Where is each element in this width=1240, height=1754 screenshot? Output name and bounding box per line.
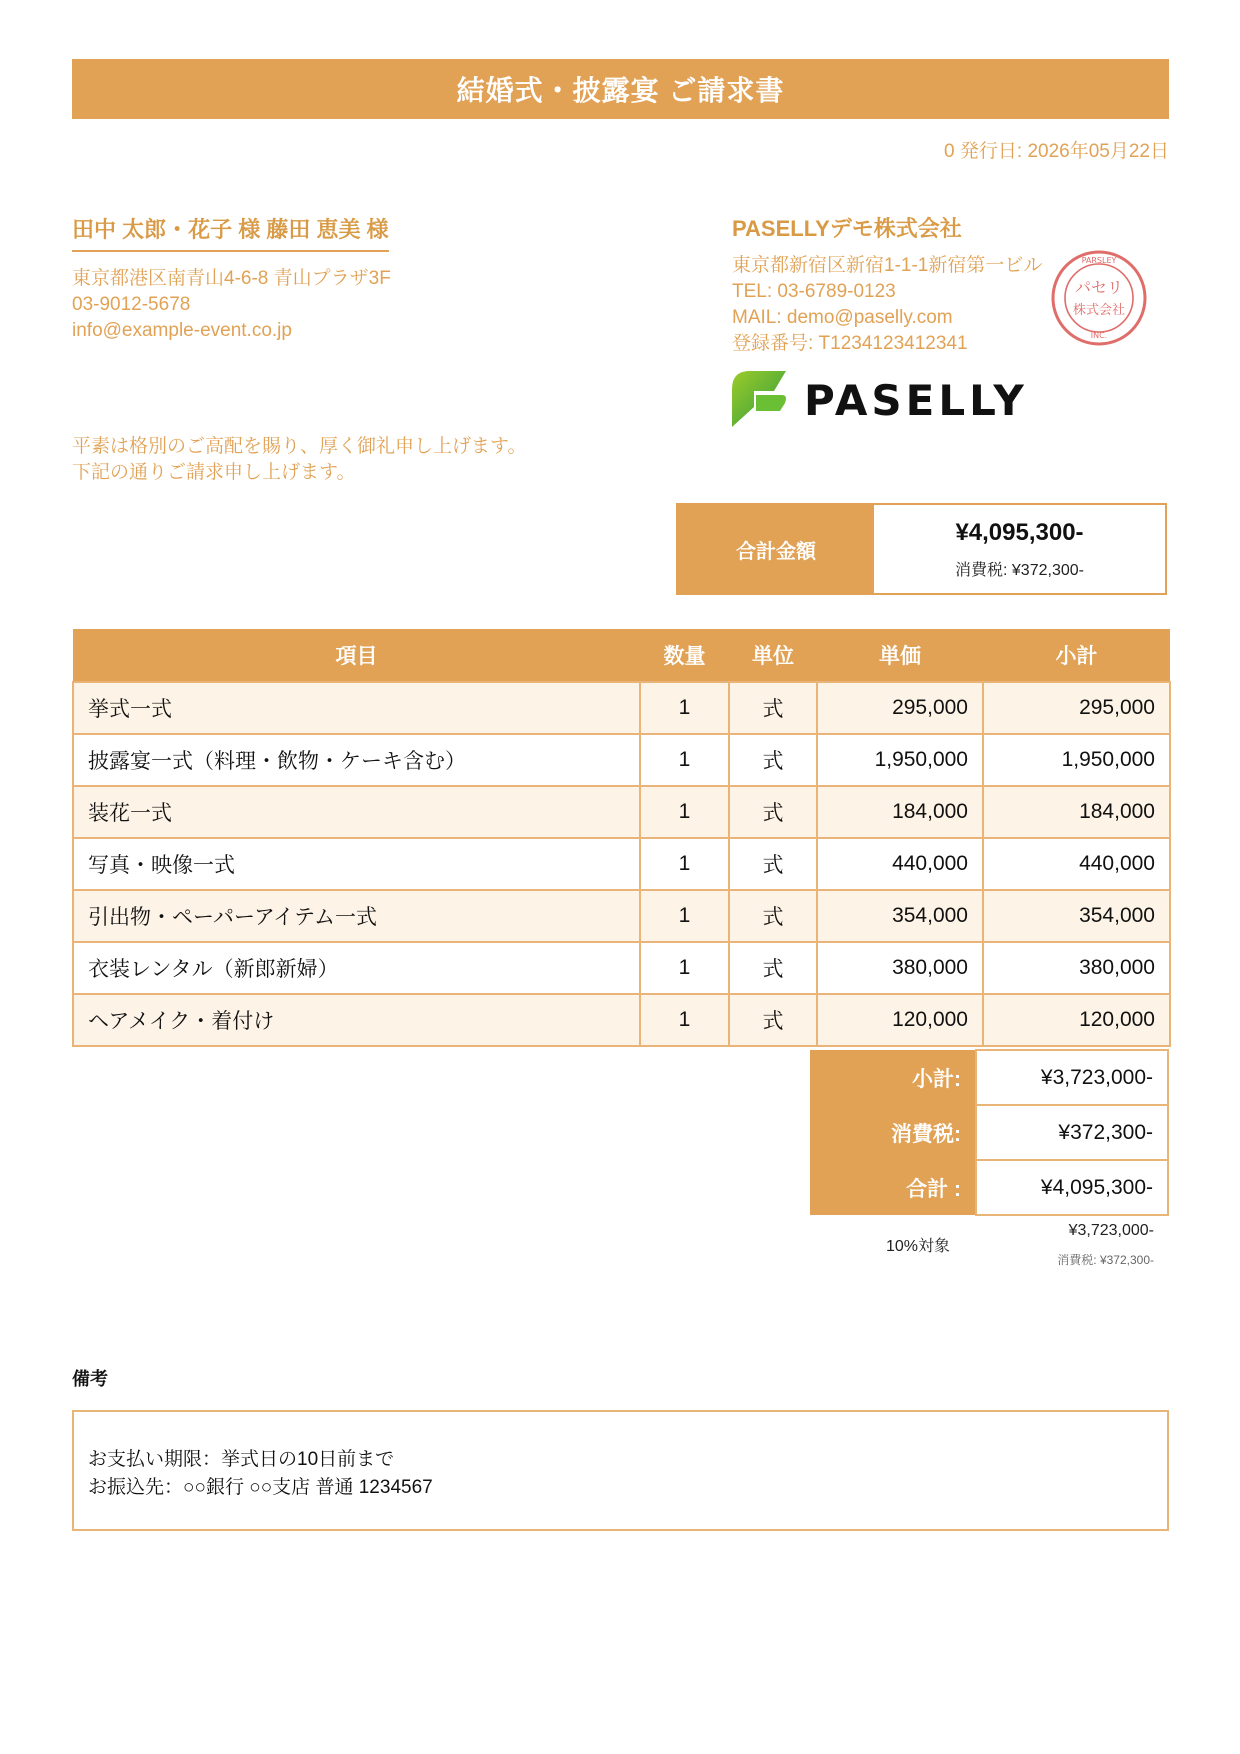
issue-date: 0 発行日: 2026年05月22日 xyxy=(944,141,1169,162)
table-row xyxy=(73,942,1170,994)
item-quantity: 1 xyxy=(640,682,729,734)
table-row xyxy=(73,838,1170,890)
table-row xyxy=(73,994,1170,1046)
company-seal-stamp xyxy=(1049,248,1149,348)
line-items-table xyxy=(72,629,1171,1047)
header-unit-price: 単価 xyxy=(817,629,983,682)
item-unit: 式 xyxy=(729,786,817,838)
item-quantity: 1 xyxy=(640,994,729,1046)
summary-tax-label: 消費税: xyxy=(810,1105,976,1160)
total-amount-value: ¥4,095,300- xyxy=(955,518,1084,546)
company-address: 東京都新宿区新宿1-1-1新宿第一ビル xyxy=(732,255,1043,276)
company-registration: 登録番号: T1234123412341 xyxy=(732,333,968,354)
client-address: 東京都港区南青山4-6-8 青山プラザ3F xyxy=(72,268,391,289)
greeting-line-2: 下記の通りご請求申し上げます。 xyxy=(72,462,356,483)
summary-total-label: 合計 : xyxy=(810,1160,976,1215)
summary-subtotal-label: 小計: xyxy=(810,1050,976,1105)
item-subtotal: 120,000 xyxy=(983,994,1170,1046)
item-unit-price: 1,950,000 xyxy=(817,734,983,786)
tax-rate-target: 10%対象 xyxy=(886,1238,951,1255)
company-tel: TEL: 03-6789-0123 xyxy=(732,281,896,302)
svg-text:パセリ: パセリ xyxy=(1074,278,1124,297)
total-amount-values xyxy=(874,505,1165,593)
item-name: 衣装レンタル（新郎新婦） xyxy=(73,942,640,994)
client-details xyxy=(72,266,592,344)
table-header-row xyxy=(73,629,1170,682)
item-name: ヘアメイク・着付け xyxy=(73,994,640,1046)
item-unit-price: 120,000 xyxy=(817,994,983,1046)
client-name: 田中 太郎・花子 様 藤田 恵美 様 xyxy=(72,213,389,252)
item-name: 引出物・ペーパーアイテム一式 xyxy=(73,890,640,942)
header-item: 項目 xyxy=(73,629,640,682)
table-row xyxy=(73,890,1170,942)
summary-total-row xyxy=(810,1160,1168,1215)
item-subtotal: 380,000 xyxy=(983,942,1170,994)
client-block xyxy=(72,213,592,344)
item-unit-price: 184,000 xyxy=(817,786,983,838)
item-unit: 式 xyxy=(729,734,817,786)
item-unit-price: 354,000 xyxy=(817,890,983,942)
item-unit-price: 380,000 xyxy=(817,942,983,994)
item-unit: 式 xyxy=(729,942,817,994)
summary-tax-row xyxy=(810,1105,1168,1160)
summary-table xyxy=(810,1049,1169,1216)
item-quantity: 1 xyxy=(640,890,729,942)
svg-text:INC.: INC. xyxy=(1090,331,1108,340)
summary-subtotal-row xyxy=(810,1050,1168,1105)
item-subtotal: 354,000 xyxy=(983,890,1170,942)
item-name: 装花一式 xyxy=(73,786,640,838)
greeting-line-1: 平素は格別のご高配を賜り、厚く御礼申し上げます。 xyxy=(72,436,527,457)
item-subtotal: 295,000 xyxy=(983,682,1170,734)
item-subtotal: 184,000 xyxy=(983,786,1170,838)
notes-line-2: お振込先：○○銀行 ○○支店 普通 1234567 xyxy=(88,1477,433,1498)
item-unit: 式 xyxy=(729,838,817,890)
header-unit: 単位 xyxy=(729,629,817,682)
header-subtotal: 小計 xyxy=(983,629,1170,682)
company-name: PASELLYデモ株式会社 xyxy=(732,216,962,241)
total-amount-box xyxy=(676,503,1167,595)
paselly-logo xyxy=(730,367,1060,429)
table-row xyxy=(73,786,1170,838)
summary-subtotal-value: ¥3,723,000- xyxy=(976,1050,1168,1105)
table-row xyxy=(73,682,1170,734)
tax-base-amount: ¥3,723,000- xyxy=(1068,1222,1154,1239)
item-name: 挙式一式 xyxy=(73,682,640,734)
table-row xyxy=(73,734,1170,786)
company-mail: MAIL: demo@paselly.com xyxy=(732,307,953,328)
svg-text:PARSLEY: PARSLEY xyxy=(1081,256,1117,265)
svg-text:PASELLY: PASELLY xyxy=(804,376,1028,425)
total-amount-label: 合計金額 xyxy=(678,505,874,593)
item-quantity: 1 xyxy=(640,734,729,786)
item-name: 写真・映像一式 xyxy=(73,838,640,890)
total-tax-value: 消費税: ¥372,300- xyxy=(955,561,1084,579)
notes-box xyxy=(72,1410,1169,1531)
notes-label: 備考 xyxy=(72,1369,108,1389)
client-email: info@example-event.co.jp xyxy=(72,320,292,341)
document-title: 結婚式・披露宴 ご請求書 xyxy=(72,59,1169,119)
item-unit: 式 xyxy=(729,890,817,942)
item-subtotal: 440,000 xyxy=(983,838,1170,890)
item-unit: 式 xyxy=(729,994,817,1046)
item-unit-price: 440,000 xyxy=(817,838,983,890)
tax-breakdown-amount: 消費税: ¥372,300- xyxy=(1057,1253,1154,1267)
item-quantity: 1 xyxy=(640,786,729,838)
item-quantity: 1 xyxy=(640,838,729,890)
svg-text:株式会社: 株式会社 xyxy=(1072,303,1126,318)
header-quantity: 数量 xyxy=(640,629,729,682)
notes-line-1: お支払い期限：挙式日の10日前まで xyxy=(88,1449,395,1470)
greeting-message xyxy=(72,434,526,486)
item-unit-price: 295,000 xyxy=(817,682,983,734)
summary-total-value: ¥4,095,300- xyxy=(976,1160,1168,1215)
item-name: 披露宴一式（料理・飲物・ケーキ含む） xyxy=(73,734,640,786)
client-phone: 03-9012-5678 xyxy=(72,294,191,315)
summary-tax-value: ¥372,300- xyxy=(976,1105,1168,1160)
item-subtotal: 1,950,000 xyxy=(983,734,1170,786)
item-unit: 式 xyxy=(729,682,817,734)
item-quantity: 1 xyxy=(640,942,729,994)
